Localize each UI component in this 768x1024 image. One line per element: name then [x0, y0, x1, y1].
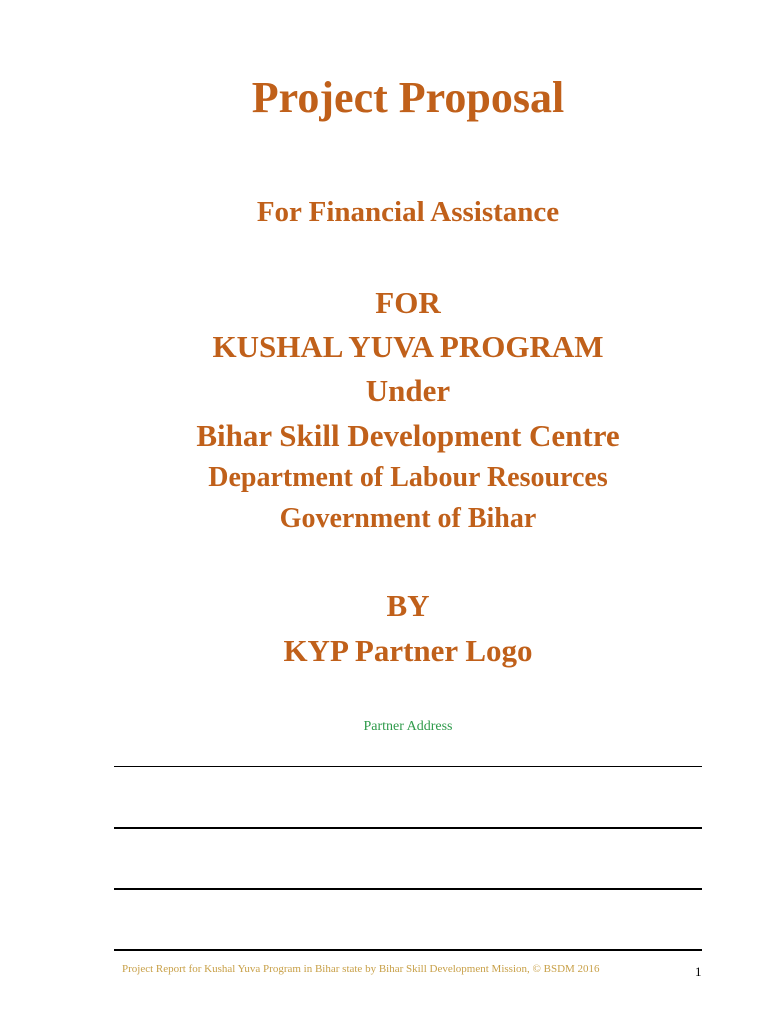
department-name: Department of Labour Resources: [208, 462, 608, 493]
by-label: BY: [386, 588, 430, 623]
address-line-3: [114, 888, 702, 890]
government-name: Government of Bihar: [279, 503, 537, 534]
under-label: Under: [365, 373, 451, 408]
footer-text: Project Report for Kushal Yuva Program in Bihar state by Bihar Skill Development Mission, © BSDM 2016: [122, 963, 600, 975]
footer-divider: [114, 949, 702, 951]
address-line-1: [114, 766, 702, 767]
partner-address: Partner Address: [363, 719, 453, 734]
centre-name: Bihar Skill Development Centre: [196, 418, 620, 453]
page-number: 1: [695, 964, 702, 979]
document-subtitle: For Financial Assistance: [256, 196, 560, 228]
partner-logo-placeholder: KYP Partner Logo: [283, 633, 533, 668]
document-title: Project Proposal: [251, 73, 565, 122]
for-label: FOR: [375, 285, 441, 320]
address-line-2: [114, 827, 702, 829]
program-name: KUSHAL YUVA PROGRAM: [212, 329, 604, 364]
